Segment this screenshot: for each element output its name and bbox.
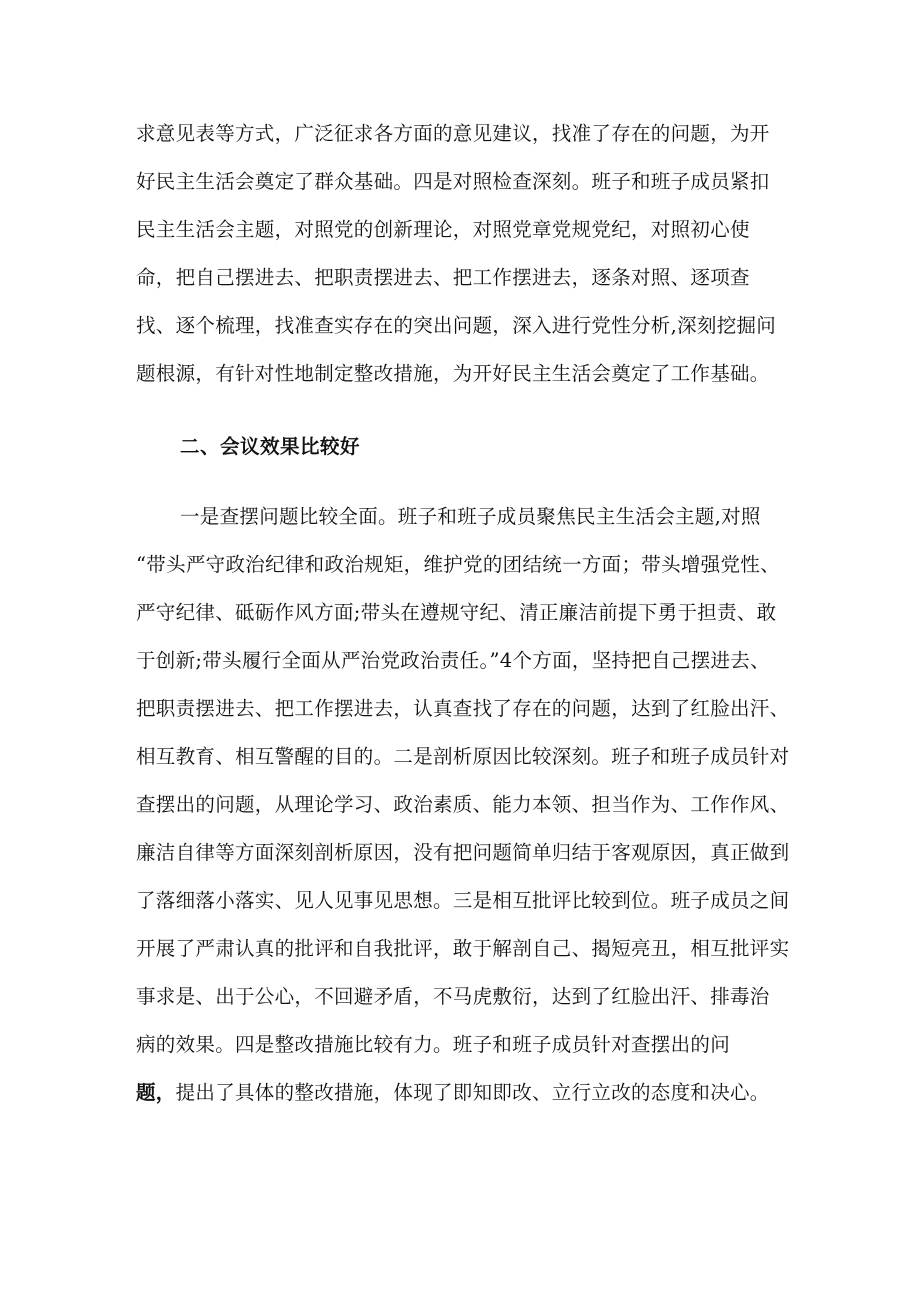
bold-lead-text: 题， xyxy=(136,1081,176,1104)
paragraph-line: 开展了严肃认真的批评和自我批评，敢于解剖自己、揭短亮丑，相互批评实 xyxy=(136,937,790,960)
paragraph-line: 于创新;带头履行全面从严治党政治责任。”4个方面，坚持把自己摆进去、 xyxy=(136,649,770,672)
paragraph-line: 求意见表等方式，广泛征求各方面的意见建议，找准了存在的问题，为开 xyxy=(136,122,770,145)
paragraph-line: 查摆出的问题，从理论学习、政治素质、能力本领、担当作为、工作作风、 xyxy=(136,793,790,816)
paragraph-line: 找、逐个梳理，找准查实存在的突出问题，深入进行党性分析,深刻挖掘问 xyxy=(136,314,777,337)
paragraph-line: 病的效果。四是整改措施比较有力。班子和班子成员针对查摆出的问 xyxy=(136,1033,731,1056)
paragraph-line: 题根源，有针对性地制定整改措施，为开好民主生活会奠定了工作基础。 xyxy=(136,362,770,385)
paragraph-line: 相互教育、相互警醒的目的。二是剖析原因比较深刻。班子和班子成员针对 xyxy=(136,745,790,768)
paragraph-line: 一是查摆问题比较全面。班子和班子成员聚焦民主生活会主题,对照 xyxy=(180,505,761,528)
section-heading: 二、会议效果比较好 xyxy=(180,435,361,458)
paragraph-line: 廉洁自律等方面深刻剖析原因，没有把问题简单归结于客观原因，真正做到 xyxy=(136,841,790,864)
paragraph-line: 事求是、出于公心，不回避矛盾，不马虎敷衍，达到了红脸出汗、排毒治 xyxy=(136,985,770,1008)
line-text: 提出了具体的整改措施，体现了即知即改、立行立改的态度和决心。 xyxy=(175,1081,770,1104)
paragraph-line: “带头严守政治纪律和政治规矩，维护党的团结统一方面；带头增强党性、 xyxy=(136,553,780,576)
paragraph-line: 好民主生活会奠定了群众基础。四是对照检查深刻。班子和班子成员紧扣 xyxy=(136,170,770,193)
paragraph-line: 命，把自己摆进去、把职责摆进去、把工作摆进去，逐条对照、逐项查 xyxy=(136,266,750,289)
paragraph-line: 严守纪律、砥砺作风方面;带头在遵规守纪、清正廉洁前提下勇于担责、敢 xyxy=(136,601,777,624)
paragraph-line: 了落细落小落实、见人见事见思想。三是相互批评比较到位。班子成员之间 xyxy=(136,889,790,912)
paragraph-line: 民主生活会主题，对照党的创新理论，对照党章党规党纪，对照初心使 xyxy=(136,218,750,241)
paragraph-line: 把职责摆进去、把工作摆进去，认真查找了存在的问题，达到了红脸出汗、 xyxy=(136,697,790,720)
paragraph-line-last xyxy=(136,1080,796,1106)
